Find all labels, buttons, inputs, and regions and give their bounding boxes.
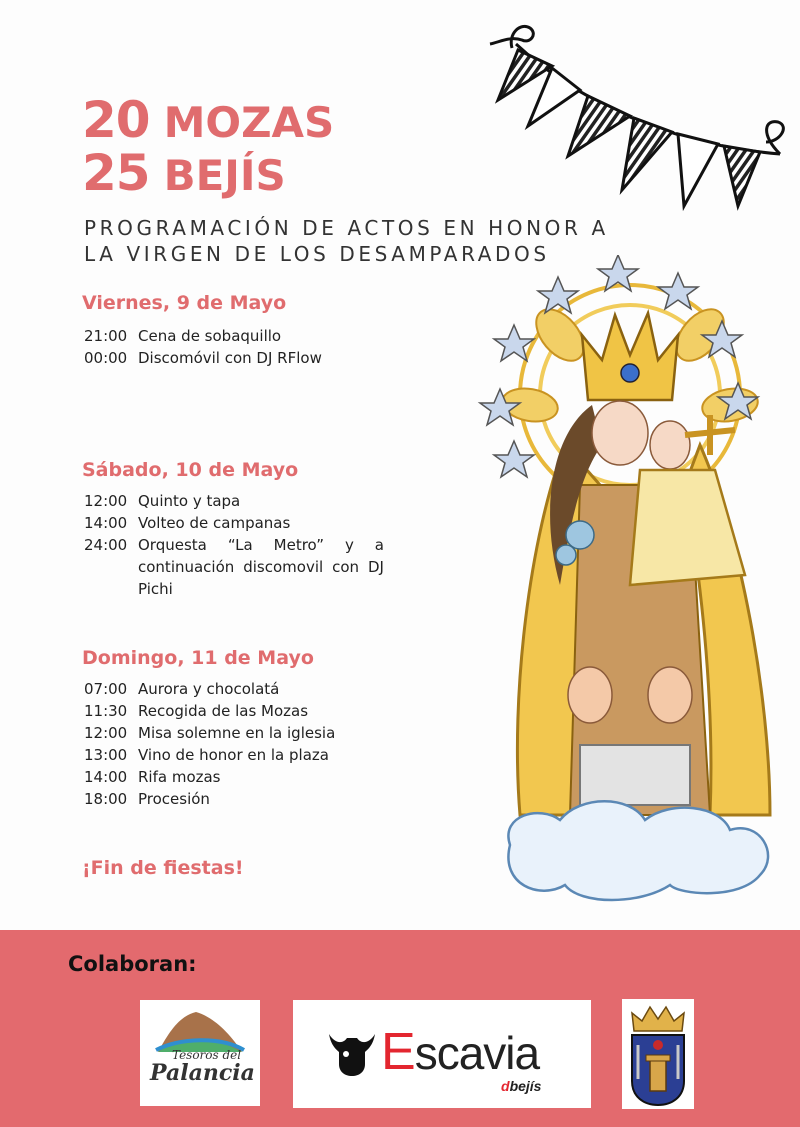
title-number-1: 20 xyxy=(82,91,150,149)
mountain-icon xyxy=(150,1006,250,1054)
escavia-rest: scavia xyxy=(414,1027,540,1079)
event-row xyxy=(84,700,384,722)
event-row xyxy=(84,744,384,766)
logo-escudo xyxy=(622,999,694,1109)
event-row xyxy=(84,512,384,534)
event-desc: Vino de honor en la plaza xyxy=(138,746,329,764)
escavia-sub-prefix: d xyxy=(501,1078,510,1094)
event-desc: Rifa mozas xyxy=(138,768,221,786)
event-desc: Orquesta “La Metro” y a continuación discomovil con DJ Pichi xyxy=(138,536,384,598)
title-word-2: BEJÍS xyxy=(163,151,286,200)
virgin-illustration xyxy=(470,255,800,915)
event-time: 18:00 xyxy=(84,790,128,808)
event-row xyxy=(84,347,384,369)
escavia-initial: E xyxy=(381,1023,415,1081)
subtitle-line-1: PROGRAMACIÓN DE ACTOS EN HONOR A xyxy=(84,216,609,240)
event-desc: Misa solemne en la iglesia xyxy=(138,724,336,742)
event-time: 12:00 xyxy=(84,724,128,742)
event-time: 21:00 xyxy=(84,327,128,345)
day-heading-friday: Viernes, 9 de Mayo xyxy=(82,292,287,314)
event-time: 00:00 xyxy=(84,349,128,367)
title-word-1: MOZAS xyxy=(163,98,335,147)
event-list-saturday xyxy=(84,490,384,600)
event-row xyxy=(84,325,384,347)
event-desc: Aurora y chocolatá xyxy=(138,680,280,698)
event-desc: Discomóvil con DJ RFlow xyxy=(138,349,322,367)
event-row xyxy=(84,490,384,512)
title-line-1 xyxy=(82,91,335,149)
event-time: 14:00 xyxy=(84,514,128,532)
title-line-2 xyxy=(82,144,286,202)
subtitle-line-2: LA VIRGEN DE LOS DESAMPARADOS xyxy=(84,242,550,266)
event-desc: Recogida de las Mozas xyxy=(138,702,309,720)
event-time: 24:00 xyxy=(84,536,128,554)
event-desc: Quinto y tapa xyxy=(138,492,241,510)
coat-of-arms-icon xyxy=(624,1001,692,1107)
day-heading-sunday: Domingo, 11 de Mayo xyxy=(82,647,314,669)
event-desc: Volteo de campanas xyxy=(138,514,291,532)
bull-head-icon xyxy=(325,1024,379,1078)
bunting-garland-icon xyxy=(480,14,790,214)
title-number-2: 25 xyxy=(82,144,150,202)
event-time: 14:00 xyxy=(84,768,128,786)
event-list-friday xyxy=(84,325,384,369)
footer-title: Colaboran: xyxy=(68,952,197,976)
escavia-wordmark xyxy=(381,1022,539,1082)
closing-text: ¡Fin de fiestas! xyxy=(82,857,244,879)
event-row xyxy=(84,722,384,744)
event-row xyxy=(84,788,384,810)
escavia-sub-rest: bejís xyxy=(509,1078,542,1094)
escavia-subtext xyxy=(501,1078,541,1094)
logo-escavia xyxy=(293,1000,591,1108)
event-desc: Cena de sobaquillo xyxy=(138,327,282,345)
event-row xyxy=(84,534,384,600)
event-time: 13:00 xyxy=(84,746,128,764)
event-list-sunday xyxy=(84,678,384,810)
event-time: 07:00 xyxy=(84,680,128,698)
event-time: 11:30 xyxy=(84,702,128,720)
event-row xyxy=(84,766,384,788)
logo-tesoros-palancia xyxy=(140,1000,260,1106)
day-heading-saturday: Sábado, 10 de Mayo xyxy=(82,459,299,481)
event-desc: Procesión xyxy=(138,790,210,808)
event-time: 12:00 xyxy=(84,492,128,510)
event-row xyxy=(84,678,384,700)
logo-text-tesoros: Tesoros del xyxy=(172,1048,242,1062)
logo-text-palancia: Palancia xyxy=(150,1060,255,1086)
